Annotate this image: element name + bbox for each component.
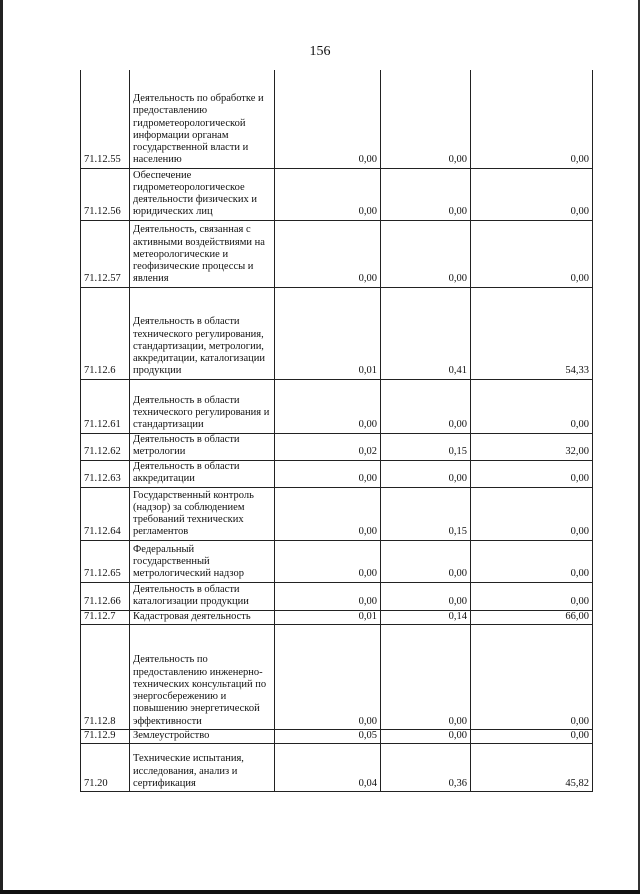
row-value-2: 0,00 <box>381 460 471 487</box>
row-value-3: 0,00 <box>471 624 593 729</box>
row-value-1: 0,00 <box>275 624 381 729</box>
row-name: Деятельность в области каталогизации продукции <box>130 582 275 610</box>
row-name: Деятельность по обработке и предоставлению гидрометеорологической информации органам государственной власти и населению <box>130 70 275 168</box>
row-value-3: 0,00 <box>471 487 593 540</box>
row-value-2: 0,00 <box>381 624 471 729</box>
row-name: Землеустройство <box>130 729 275 743</box>
row-code: 71.12.64 <box>81 487 130 540</box>
table-row <box>81 743 593 791</box>
row-value-1: 0,04 <box>275 743 381 791</box>
row-value-3: 45,82 <box>471 743 593 791</box>
table-row <box>81 582 593 610</box>
table-row <box>81 433 593 460</box>
scan-edge-bottom <box>0 890 640 894</box>
row-value-1: 0,00 <box>275 70 381 168</box>
row-value-2: 0,00 <box>381 379 471 433</box>
row-name: Государственный контроль (надзор) за соблюдением требований технических регламентов <box>130 487 275 540</box>
row-value-2: 0,00 <box>381 70 471 168</box>
row-name: Федеральный государственный метрологический надзор <box>130 540 275 582</box>
table-row <box>81 540 593 582</box>
table-row <box>81 610 593 624</box>
row-value-3: 0,00 <box>471 540 593 582</box>
row-code: 71.20 <box>81 743 130 791</box>
row-value-2: 0,00 <box>381 729 471 743</box>
row-value-1: 0,00 <box>275 379 381 433</box>
row-name: Деятельность в области метрологии <box>130 433 275 460</box>
row-value-3: 66,00 <box>471 610 593 624</box>
row-code: 71.12.66 <box>81 582 130 610</box>
scan-edge-left <box>0 0 3 894</box>
row-name: Деятельность в области аккредитации <box>130 460 275 487</box>
row-value-2: 0,15 <box>381 433 471 460</box>
row-code: 71.12.57 <box>81 220 130 287</box>
row-value-1: 0,05 <box>275 729 381 743</box>
row-value-1: 0,00 <box>275 220 381 287</box>
row-value-2: 0,36 <box>381 743 471 791</box>
table-row <box>81 70 593 168</box>
row-value-2: 0,00 <box>381 540 471 582</box>
row-value-3: 0,00 <box>471 729 593 743</box>
row-value-1: 0,00 <box>275 460 381 487</box>
row-value-3: 0,00 <box>471 220 593 287</box>
page-number: 156 <box>309 44 331 59</box>
row-value-1: 0,01 <box>275 610 381 624</box>
table-row <box>81 220 593 287</box>
row-value-3: 0,00 <box>471 70 593 168</box>
row-code: 71.12.9 <box>81 729 130 743</box>
row-code: 71.12.62 <box>81 433 130 460</box>
row-value-3: 54,33 <box>471 287 593 379</box>
row-name: Деятельность в области технического регулирования и стандартизации <box>130 379 275 433</box>
row-value-2: 0,00 <box>381 220 471 287</box>
row-code: 71.12.65 <box>81 540 130 582</box>
row-value-2: 0,00 <box>381 582 471 610</box>
row-value-1: 0,00 <box>275 487 381 540</box>
data-table <box>80 70 593 792</box>
row-value-3: 0,00 <box>471 582 593 610</box>
table-row <box>81 379 593 433</box>
row-value-2: 0,15 <box>381 487 471 540</box>
row-code: 71.12.6 <box>81 287 130 379</box>
row-code: 71.12.56 <box>81 168 130 220</box>
row-value-3: 0,00 <box>471 168 593 220</box>
row-value-3: 32,00 <box>471 433 593 460</box>
row-name: Деятельность, связанная с активными воздействиями на метеорологические и геофизические процессы и явления <box>130 220 275 287</box>
row-value-2: 0,41 <box>381 287 471 379</box>
table-row <box>81 460 593 487</box>
table-row <box>81 729 593 743</box>
row-value-3: 0,00 <box>471 460 593 487</box>
table-row <box>81 487 593 540</box>
table-row <box>81 624 593 729</box>
row-value-1: 0,02 <box>275 433 381 460</box>
row-code: 71.12.7 <box>81 610 130 624</box>
row-value-3: 0,00 <box>471 379 593 433</box>
row-value-2: 0,00 <box>381 168 471 220</box>
row-code: 71.12.55 <box>81 70 130 168</box>
row-name: Технические испытания, исследования, анализ и сертификация <box>130 743 275 791</box>
row-code: 71.12.8 <box>81 624 130 729</box>
row-code: 71.12.61 <box>81 379 130 433</box>
row-value-1: 0,00 <box>275 168 381 220</box>
row-name: Обеспечение гидрометеорологическое деятельности физических и юридических лиц <box>130 168 275 220</box>
row-name: Кадастровая деятельность <box>130 610 275 624</box>
row-code: 71.12.63 <box>81 460 130 487</box>
row-name: Деятельность в области технического регулирования, стандартизации, метрологии, аккредитации, каталогизации продукции <box>130 287 275 379</box>
row-value-1: 0,00 <box>275 582 381 610</box>
row-name: Деятельность по предоставлению инженерно-технических консультаций по энергосбережению и повышению энергетической эффективности <box>130 624 275 729</box>
table-row <box>81 168 593 220</box>
row-value-1: 0,00 <box>275 540 381 582</box>
row-value-2: 0,14 <box>381 610 471 624</box>
table-row <box>81 287 593 379</box>
row-value-1: 0,01 <box>275 287 381 379</box>
